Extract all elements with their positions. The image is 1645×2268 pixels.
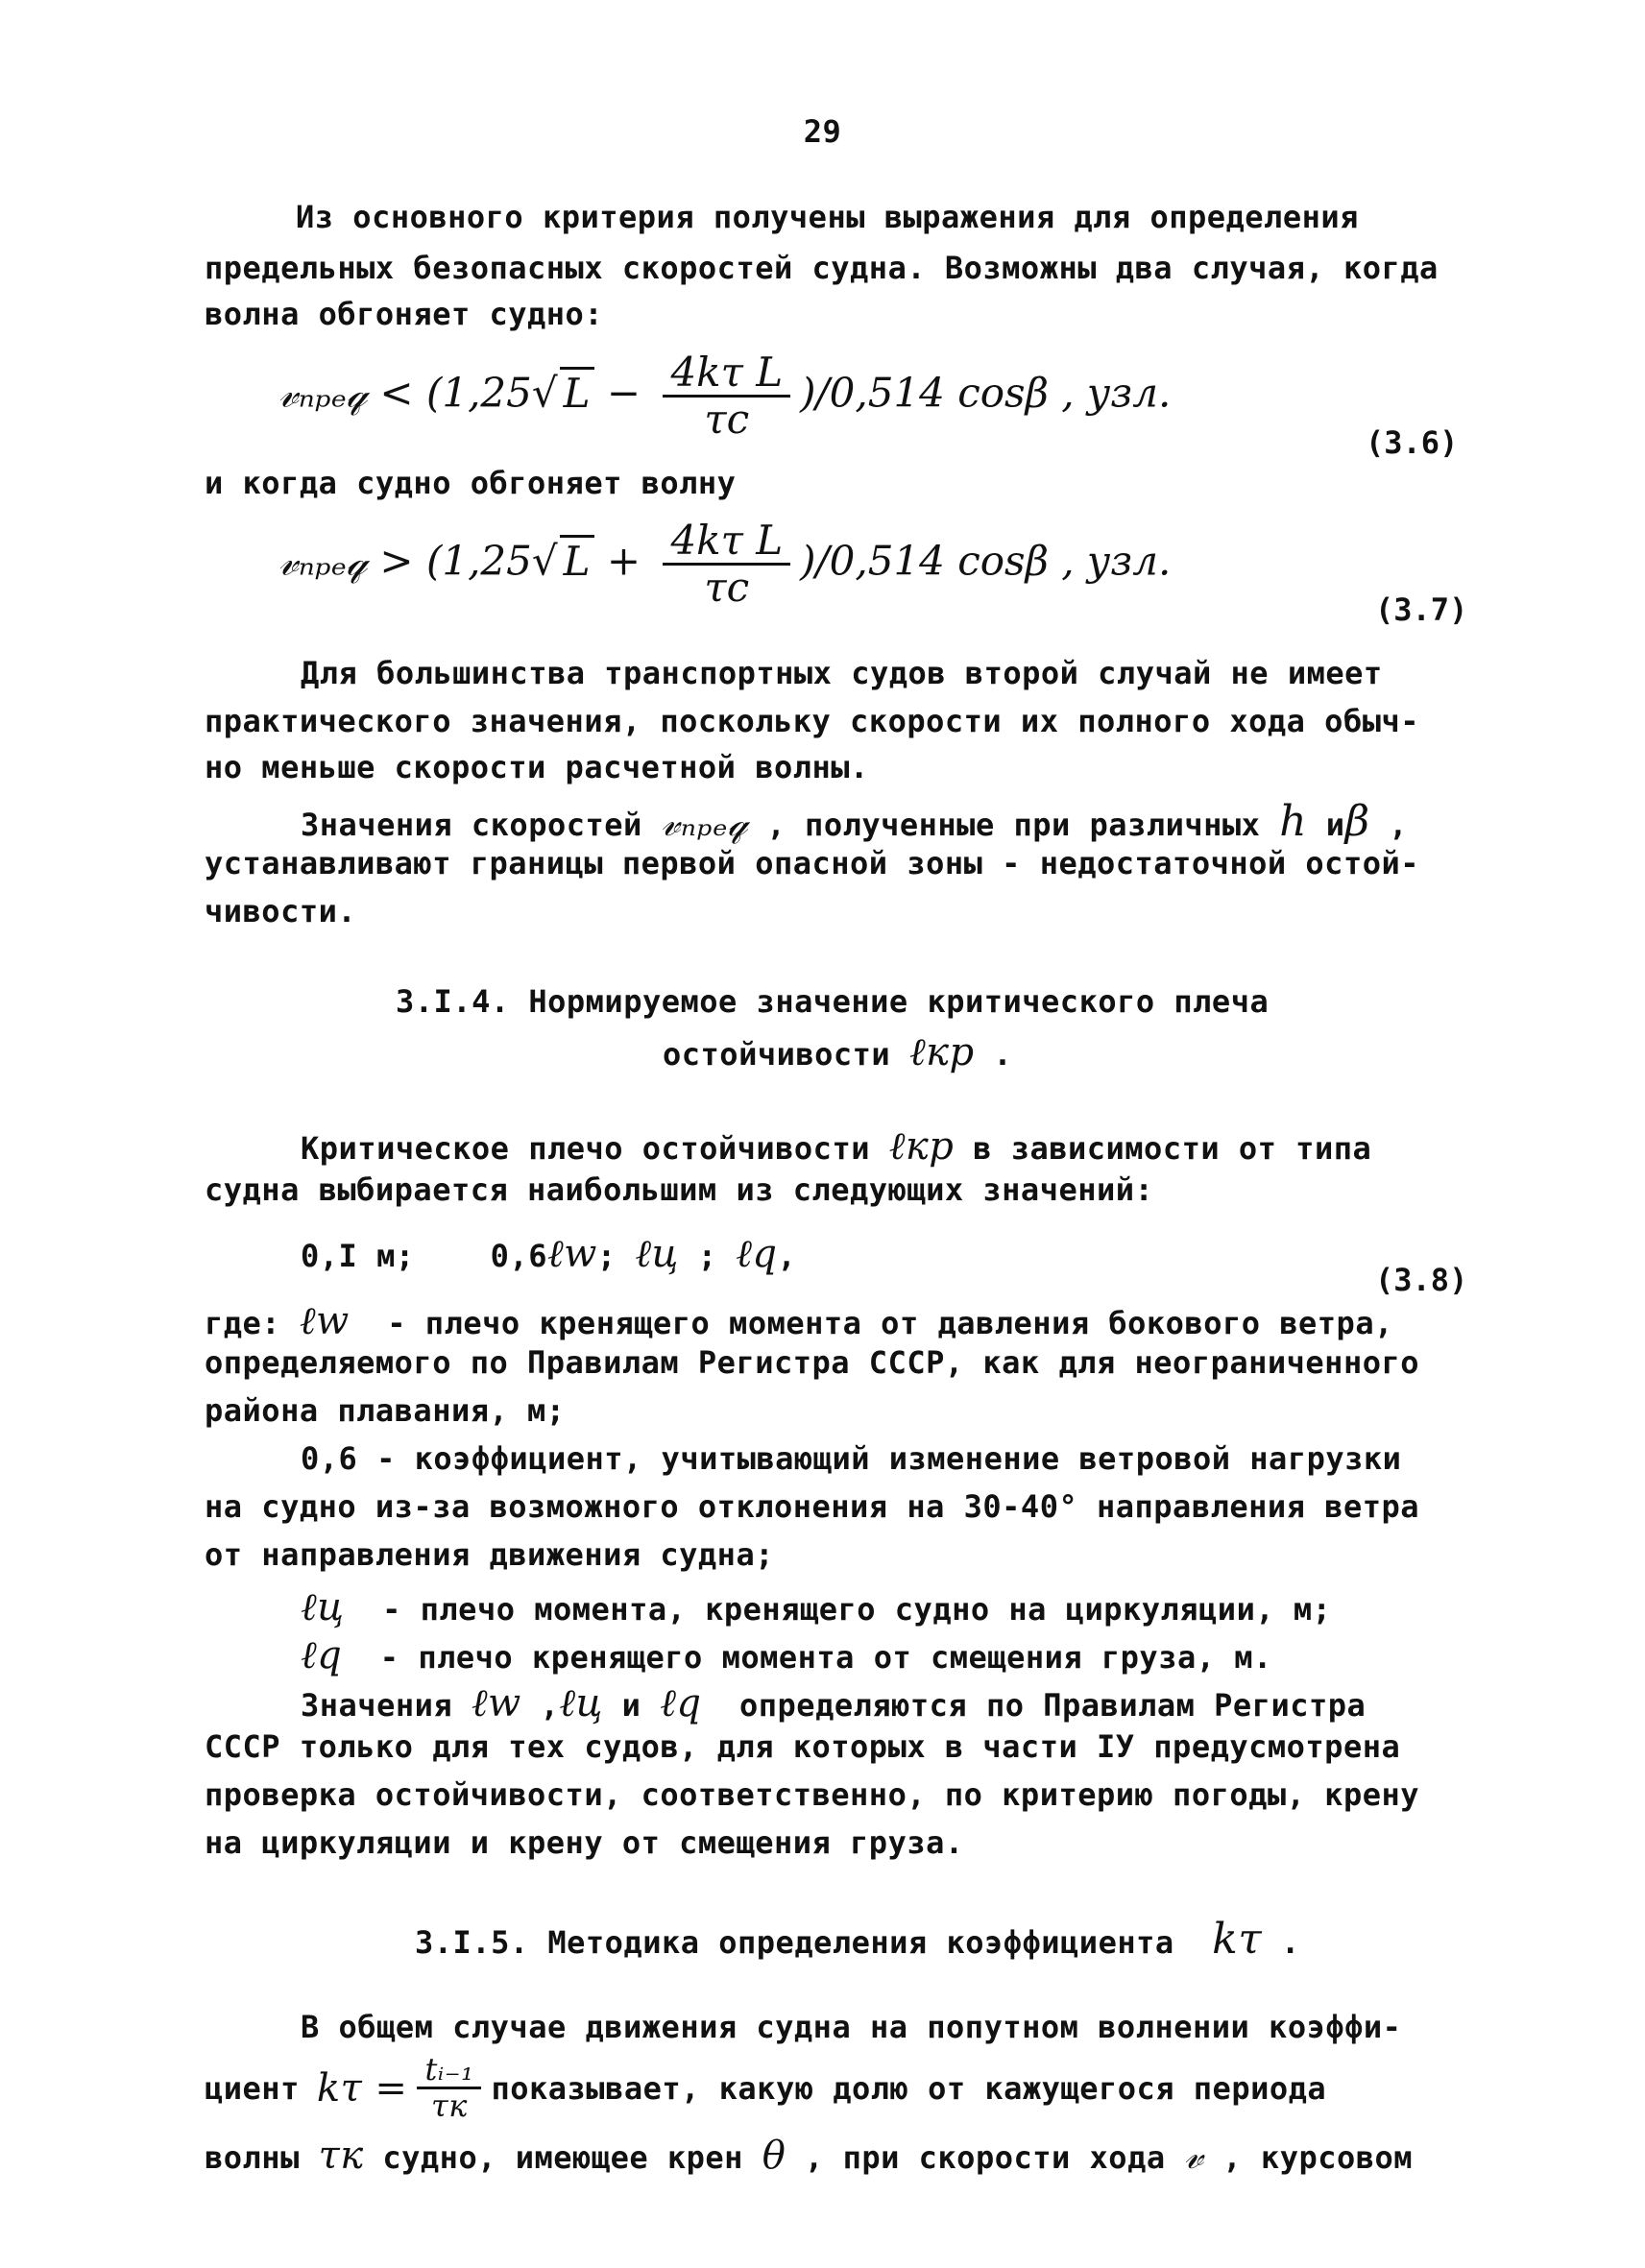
para2-line2: практического значения, поскольку скорости их полного хода обыч-	[205, 703, 1419, 739]
k-tau-numerator: tᵢ₋₁	[417, 2053, 481, 2089]
where-line3: района плавания, м;	[205, 1392, 566, 1429]
symbol-h: h	[1279, 797, 1308, 846]
eq36-numerator: 4kτ L	[663, 350, 790, 398]
heading-3-1-4-end: .	[993, 1036, 1013, 1073]
eq38-b: 0,6	[490, 1238, 547, 1274]
para6-text-a: Значения	[301, 1687, 453, 1724]
def-l-c	[301, 1584, 1331, 1629]
para1-line2: предельных безопасных скоростей судна. Возможны два случая, когда	[205, 250, 1439, 286]
eq37-number: (3.7)	[1375, 591, 1468, 628]
eq36-denominator: τc	[704, 396, 750, 444]
para7-line1: В общем случае движения судна на попутном волнении коэффи-	[301, 2009, 1402, 2045]
eq37-tail: )/0,514 cosβ , узл.	[800, 537, 1172, 585]
eq36-sqrt: L	[560, 367, 594, 417]
para5-line2: на судно из-за возможного отклонения на 30-40° направления ветра	[205, 1488, 1419, 1525]
para2-line3: но меньше скорости расчетной волны.	[205, 749, 869, 785]
where-line2: определяемого по Правилам Регистра СССР, как для неограниченного	[205, 1344, 1419, 1381]
para3-line2: устанавливают границы первой опасной зоны - недостаточной остой-	[205, 845, 1419, 881]
eq36-sign: −	[606, 369, 641, 417]
para6-line3: проверка остойчивости, соответственно, по критерию погоды, крену	[205, 1776, 1419, 1813]
symbol-l-c-2: ℓц	[301, 1585, 345, 1629]
para5-line1: 0,6 - коэффициент, учитывающий изменение ветровой нагрузки	[301, 1440, 1402, 1477]
eq37-sign: +	[606, 537, 641, 585]
eq36-lhs: 𝓋ₙₚₑ𝓆 < (1,25√	[278, 369, 558, 417]
eq37-fraction	[663, 519, 790, 610]
para6-line2: СССР только для тех судов, для которых в части IУ предусмотрена	[205, 1728, 1401, 1765]
eq37-numerator: 4kτ L	[663, 519, 790, 566]
para6-text-b: ,	[540, 1687, 560, 1724]
def-l-c-text: - плечо момента, кренящего судно на циркуляции, м;	[382, 1591, 1332, 1628]
heading-3-1-5-text: 3.I.5. Методика определения коэффициента	[415, 1924, 1174, 1961]
eq38-number: (3.8)	[1375, 1262, 1468, 1298]
symbol-l-kr-2: ℓкр	[888, 1124, 955, 1169]
para2-line1: Для большинства транспортных судов второй случай не имеет	[301, 655, 1383, 691]
para3-text-a: Значения скоростей	[301, 807, 642, 843]
para3-line1	[301, 797, 1408, 846]
heading-3-1-4-line1: 3.I.4. Нормируемое значение критического плеча	[396, 983, 1270, 1020]
para4-text-a: Критическое плечо остойчивости	[301, 1130, 870, 1167]
para7-text-d: судно, имеющее крен	[382, 2139, 743, 2176]
k-tau-fraction	[417, 2053, 481, 2123]
para7-text-b: показывает, какую долю от кажущегося периода	[491, 2069, 1327, 2107]
equation-3-8	[301, 1231, 796, 1276]
symbol-tau-k: τк	[318, 2134, 364, 2178]
symbol-l-c: ℓц	[635, 1232, 679, 1276]
k-tau-denominator: τк	[431, 2087, 468, 2125]
def-l-q-text: - плечо кренящего момента от смещения груза, м.	[379, 1639, 1272, 1676]
symbol-l-w-2: ℓw	[299, 1299, 350, 1343]
symbol-l-w-3: ℓw	[471, 1681, 521, 1725]
heading-3-1-5	[415, 1915, 1300, 1964]
para1-line1: Из основного критерия получены выражения для определения	[296, 199, 1359, 235]
para4-text-b: в зависимости от типа	[973, 1130, 1372, 1167]
para6-text-d: определяются по Правилам Регистра	[739, 1687, 1367, 1724]
para7-line2	[205, 2053, 1326, 2123]
equation-3-6	[278, 350, 1171, 442]
eq38-a: 0,I м;	[301, 1238, 415, 1274]
para4-line2: судна выбирается наибольшим из следующих значений:	[205, 1171, 1154, 1208]
para7-text-e: , при скорости хода	[805, 2139, 1166, 2176]
eq38-e: ;	[697, 1238, 717, 1274]
symbol-l-w: ℓw	[546, 1232, 597, 1276]
symbol-beta: β	[1344, 797, 1370, 846]
eq36-number: (3.6)	[1366, 424, 1459, 461]
eq38-c: ;	[596, 1238, 617, 1274]
symbol-l-c-3: ℓц	[559, 1681, 603, 1725]
symbol-theta: θ	[762, 2134, 786, 2178]
symbol-l-q-2: ℓq	[301, 1633, 343, 1677]
heading-3-1-5-end: .	[1280, 1924, 1300, 1961]
para3-text-c: и	[1325, 807, 1345, 843]
where-text: - плечо кренящего момента от давления бокового ветра,	[387, 1305, 1393, 1341]
para3-text-d: ,	[1389, 807, 1409, 843]
symbol-v: 𝓋	[1184, 2134, 1204, 2178]
para7-text-c: волны	[205, 2139, 300, 2176]
eq36-tail: )/0,514 cosβ , узл.	[800, 369, 1172, 417]
para3-line3: чивости.	[205, 893, 357, 929]
symbol-l-q-3: ℓq	[660, 1681, 702, 1725]
para-and: и когда судно обгоняет волну	[205, 465, 737, 501]
para5-line3: от направления движения судна;	[205, 1536, 774, 1573]
para3-text-b: , полученные при различных	[766, 807, 1261, 843]
symbol-l-kr: ℓкр	[908, 1030, 975, 1074]
para4-line1	[301, 1123, 1371, 1169]
para7-text-f: , курсовом	[1222, 2139, 1414, 2176]
heading-3-1-4-line2	[663, 1029, 1012, 1074]
eq36-fraction	[663, 350, 790, 442]
symbol-l-q: ℓq	[736, 1232, 778, 1276]
para6-text-c: и	[621, 1687, 641, 1724]
symbol-k-tau-2: kτ =	[316, 2065, 408, 2111]
where-line1	[205, 1298, 1393, 1343]
equation-3-7	[278, 519, 1171, 610]
page-number: 29	[803, 113, 842, 150]
eq38-g: ,	[777, 1238, 797, 1274]
eq37-denominator: τc	[704, 564, 750, 612]
para6-line4: на циркуляции и крену от смещения груза.	[205, 1824, 964, 1861]
para7-line3	[205, 2134, 1413, 2178]
para1-line3: волна обгоняет судно:	[205, 296, 604, 332]
where-label: где:	[205, 1305, 281, 1341]
para6-line1	[301, 1680, 1366, 1725]
eq37-sqrt: L	[560, 535, 594, 585]
def-l-q	[301, 1632, 1272, 1677]
para7-text-a: циент	[205, 2069, 300, 2107]
symbol-k-tau: kτ	[1212, 1915, 1263, 1964]
eq37-lhs: 𝓋ₙₚₑ𝓆 > (1,25√	[278, 537, 558, 585]
heading-3-1-4-text: остойчивости	[663, 1036, 891, 1073]
symbol-v-pred: 𝓋ₙₚₑ𝓆	[661, 801, 748, 845]
